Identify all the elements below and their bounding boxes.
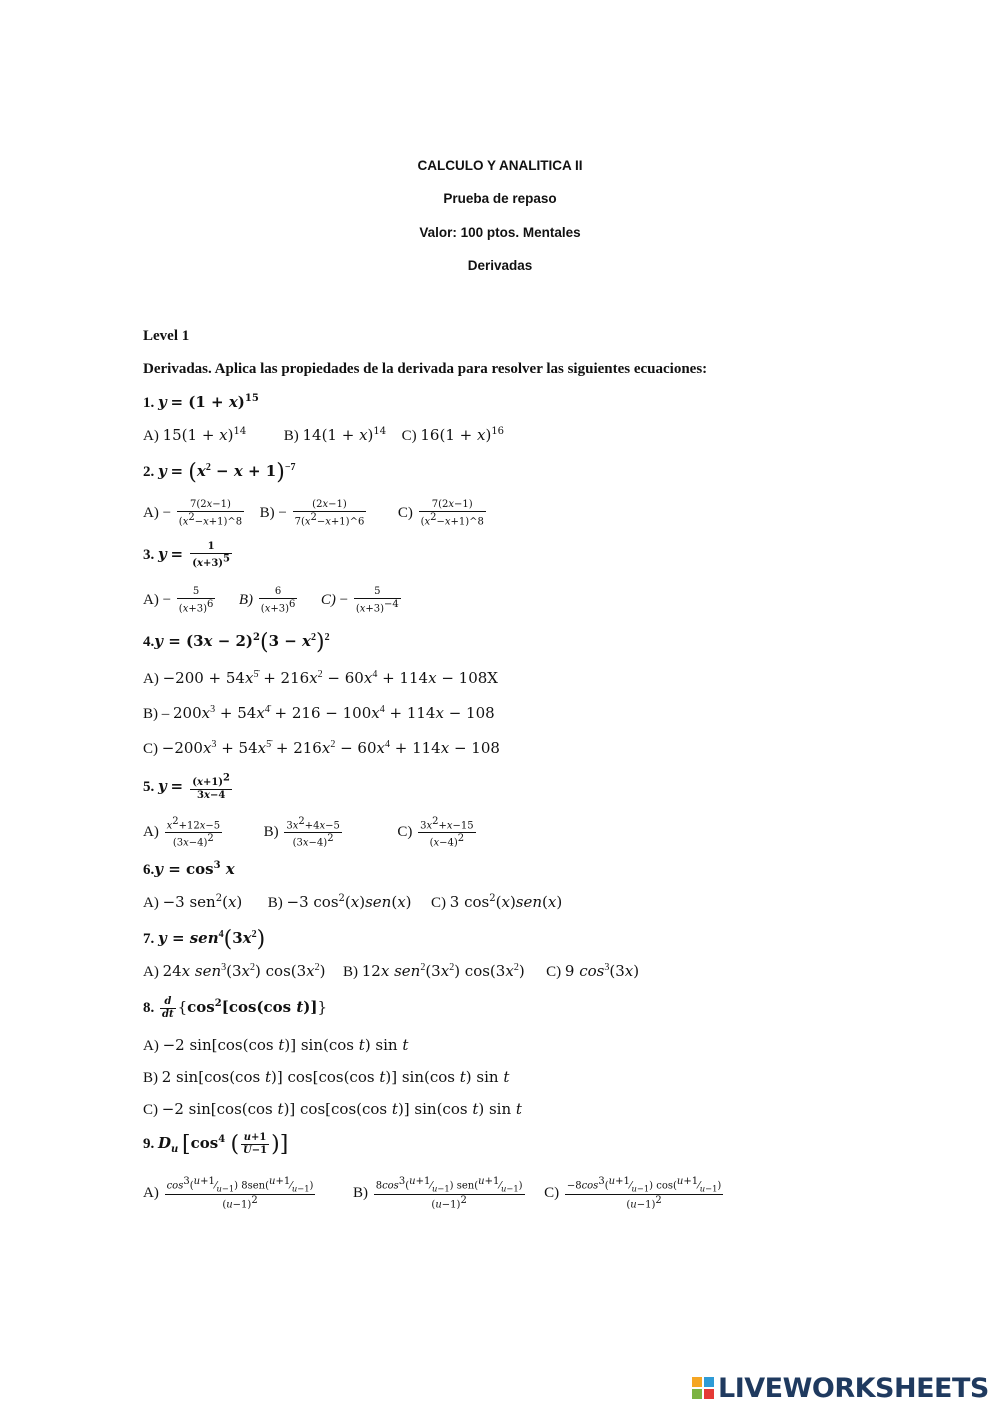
question-9: 9. $D_u$ [$\cos^4$ ( $\frac{u+1}{U-1}$ )]	[143, 1132, 289, 1157]
question-3-options	[143, 586, 403, 615]
question-number: 1.	[143, 395, 155, 411]
instructions: Derivadas. Aplica las propiedades de la derivada para resolver las siguientes ecuaciones:	[143, 361, 708, 377]
option-b[interactable]: B) $\frac{3x^2+4x-5}{(3x-4)^2}$	[263, 816, 340, 849]
question-8-option-b[interactable]: B) 2 sin[cos(cos t)] cos[cos(cos t)] sin(cos t) sin t	[143, 1068, 510, 1086]
question-2-options	[143, 499, 488, 528]
option-a[interactable]: A) − $\frac{5}{(x+3)^6}$	[143, 586, 214, 615]
question-8: 8. $\frac{d}{dt}$ {$\cos^2[\cos(\cos$ t)]}	[143, 996, 328, 1020]
option-a[interactable]: A) $15(1 + x)^{14}$	[143, 426, 247, 444]
question-4-option-a[interactable]: $A) -200 + 54x^{5̄} + 216x^2 - 60x^4 + 114x - 108X$	[143, 669, 498, 687]
question-3: 3. y = $\frac{1}{(x+3)^5}$	[143, 541, 231, 570]
logo-tile	[704, 1377, 714, 1387]
question-2: 2. $y = (x^2 - x + 1)^{-7}$	[143, 460, 296, 485]
option-b[interactable]: B) $\frac{6}{(x+3)^6}$	[238, 586, 296, 615]
question-1: 1. $y = (1 + x)^{15}$	[143, 393, 259, 411]
liveworksheets-logo	[692, 1373, 989, 1403]
question-number: 5.	[143, 779, 155, 796]
question-number: 6.	[143, 862, 155, 878]
option-b[interactable]: B) $14(1 + x)^{14}$	[283, 426, 387, 444]
document-topic: Derivadas	[467, 258, 533, 273]
document-title: CALCULO Y ANALITICA II	[417, 158, 583, 173]
option-c[interactable]: C) $16(1 + x)^{16}$	[401, 426, 505, 444]
option-c[interactable]: C) 9 $\cos^3(3x)$	[546, 962, 640, 980]
option-a[interactable]: A) 24x $sen^3(3x^2)$ $\cos(3x^2)$	[143, 962, 326, 980]
option-c[interactable]: C) − $\frac{5}{(x+3)^{-4}}$	[320, 586, 399, 615]
logo-tiles-icon	[692, 1377, 714, 1399]
question-4: $4.y = (3x - 2)^2(3 - x^2)^2$	[143, 630, 330, 655]
question-5-options	[143, 816, 478, 850]
question-number: 7.	[143, 930, 155, 947]
option-c[interactable]: C) $\frac{7(2x-1)}{(x^2-x+1)\^{}8}$	[397, 499, 484, 528]
logo-tile	[704, 1389, 714, 1399]
question-4-option-c[interactable]: $C) -200x^3 + 54x^{5̄} + 216x^2 - 60x^4 + 114x - 108$	[143, 739, 500, 757]
logo-tile	[692, 1389, 702, 1399]
option-b[interactable]: B) $\frac{8\cos^3(^{u+1}⁄_{u-1}) sen(^{u+1}⁄_{u-1})}{(u-1)^2}$	[352, 1176, 523, 1211]
logo-tile	[692, 1377, 702, 1387]
question-number: 8.	[143, 999, 155, 1016]
document-value: Valor: 100 ptos. Mentales	[419, 225, 581, 240]
question-5: 5. y = $\frac{(x+1)^2}{3x-4}$	[143, 773, 231, 802]
document-subtitle: Prueba de repaso	[443, 191, 557, 206]
question-6: $6.y = \cos^3 x$	[143, 860, 235, 878]
question-9-options	[143, 1176, 725, 1212]
question-number: 9.	[143, 1135, 155, 1152]
option-c[interactable]: C) $\frac{3x^2+x-15}{(x-4)^2}$	[397, 816, 474, 849]
question-number: 2.	[143, 463, 155, 480]
option-c[interactable]: C) $\frac{-8\cos^3(^{u+1}⁄_{u-1}) \cos(^{u+1}⁄_{u-1})}{(u-1)^2}$	[544, 1176, 722, 1211]
option-c[interactable]: C) 3 $\cos^2(x)sen(x)$	[431, 893, 563, 911]
question-8-option-c[interactable]: C) −2 sin[cos(cos t)] cos[cos(cos t)] sin(cos t) sin t	[143, 1100, 522, 1118]
option-a[interactable]: A) $\frac{\cos^3(^{u+1}⁄_{u-1}) 8sen(^{u+1}⁄_{u-1})}{(u-1)^2}$	[143, 1176, 314, 1211]
option-a[interactable]: A) −3 sen$^2$(x)	[143, 893, 243, 911]
logo-text: LIVEWORKSHEETS	[718, 1372, 989, 1404]
option-b[interactable]: B) −3 $\cos^2(x)sen(x)$	[267, 893, 412, 911]
question-7: 7. $y = sen^4(3x^2)$	[143, 927, 266, 952]
question-number: 3.	[143, 547, 155, 564]
option-b[interactable]: B) 12x $sen^2(3x^2)$ $\cos(3x^2)$	[343, 962, 525, 980]
question-1-options	[143, 426, 504, 445]
level-heading: Level 1	[143, 328, 190, 344]
option-a[interactable]: A) $\frac{x^2+12x-5}{(3x-4)^2}$	[143, 816, 221, 849]
question-6-options	[143, 893, 562, 912]
question-number: 4.	[143, 633, 155, 650]
option-a[interactable]: A) − $\frac{7(2x-1)}{(x^2-x+1)\^{}8}$	[143, 499, 243, 528]
option-b[interactable]: B) − $\frac{(2x-1)}{7(x^2-x+1)\^{}6}$	[259, 499, 365, 528]
question-7-options	[143, 962, 639, 981]
question-8-option-a[interactable]: A) −2 sin[cos(cos t)] sin(cos t) sin t	[143, 1036, 409, 1054]
question-4-option-b[interactable]: $B) - 200x^3 + 54x^{4̄} + 216 - 100x^4 + 114x - 108$	[143, 704, 495, 722]
